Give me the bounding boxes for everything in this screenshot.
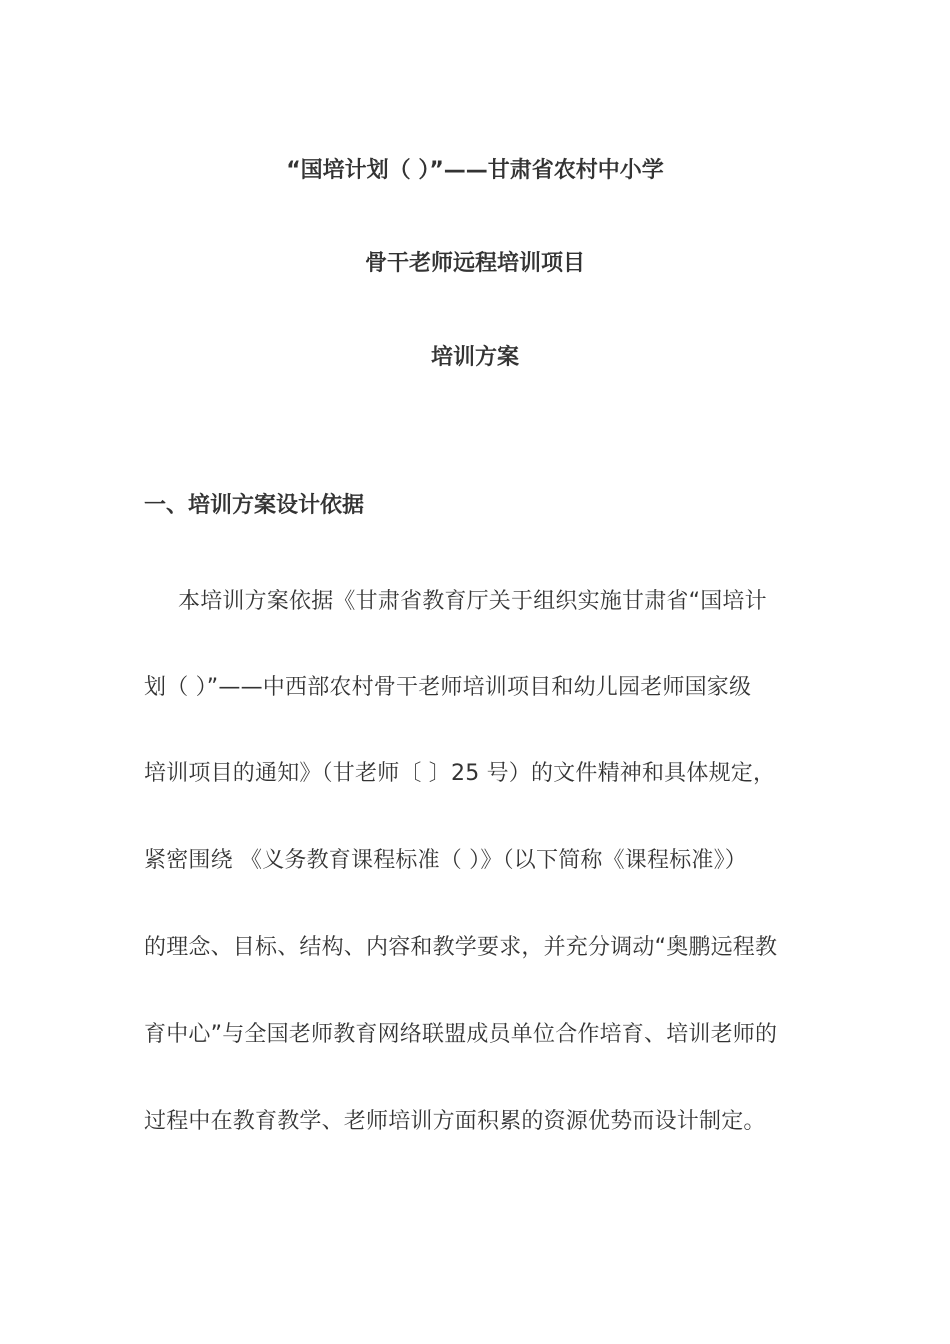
paragraph-line: 的理念、目标、结构、内容和教学要求，并充分调动“奥鹏远程教 bbox=[144, 935, 778, 960]
section-heading: 一、培训方案设计依据 bbox=[144, 493, 365, 518]
paragraph-line: 划（ ）”——中西部农村骨干老师培训项目和幼儿园老师国家级 bbox=[144, 675, 752, 700]
document-title-line-2: 骨干老师远程培训项目 bbox=[364, 251, 585, 276]
document-title-line-3: 培训方案 bbox=[430, 345, 519, 370]
paragraph-line: 紧密围绕 《义务教育课程标准（ ）》（以下简称《课程标准》） bbox=[144, 848, 747, 873]
paragraph-line: 育中心”与全国老师教育网络联盟成员单位合作培育、培训老师的 bbox=[144, 1022, 778, 1047]
document-title-line-1: “国培计划（ ）”——甘肃省农村中小学 bbox=[286, 158, 664, 183]
paragraph-line: 过程中在教育教学、老师培训方面积累的资源优势而设计制定。 bbox=[144, 1109, 766, 1134]
paragraph-line: 培训项目的通知》（甘老师〔 〕25 号）的文件精神和具体规定， bbox=[144, 761, 776, 786]
paragraph-line: 本培训方案依据《甘肃省教育厅关于组织实施甘肃省“国培计 bbox=[178, 589, 767, 614]
